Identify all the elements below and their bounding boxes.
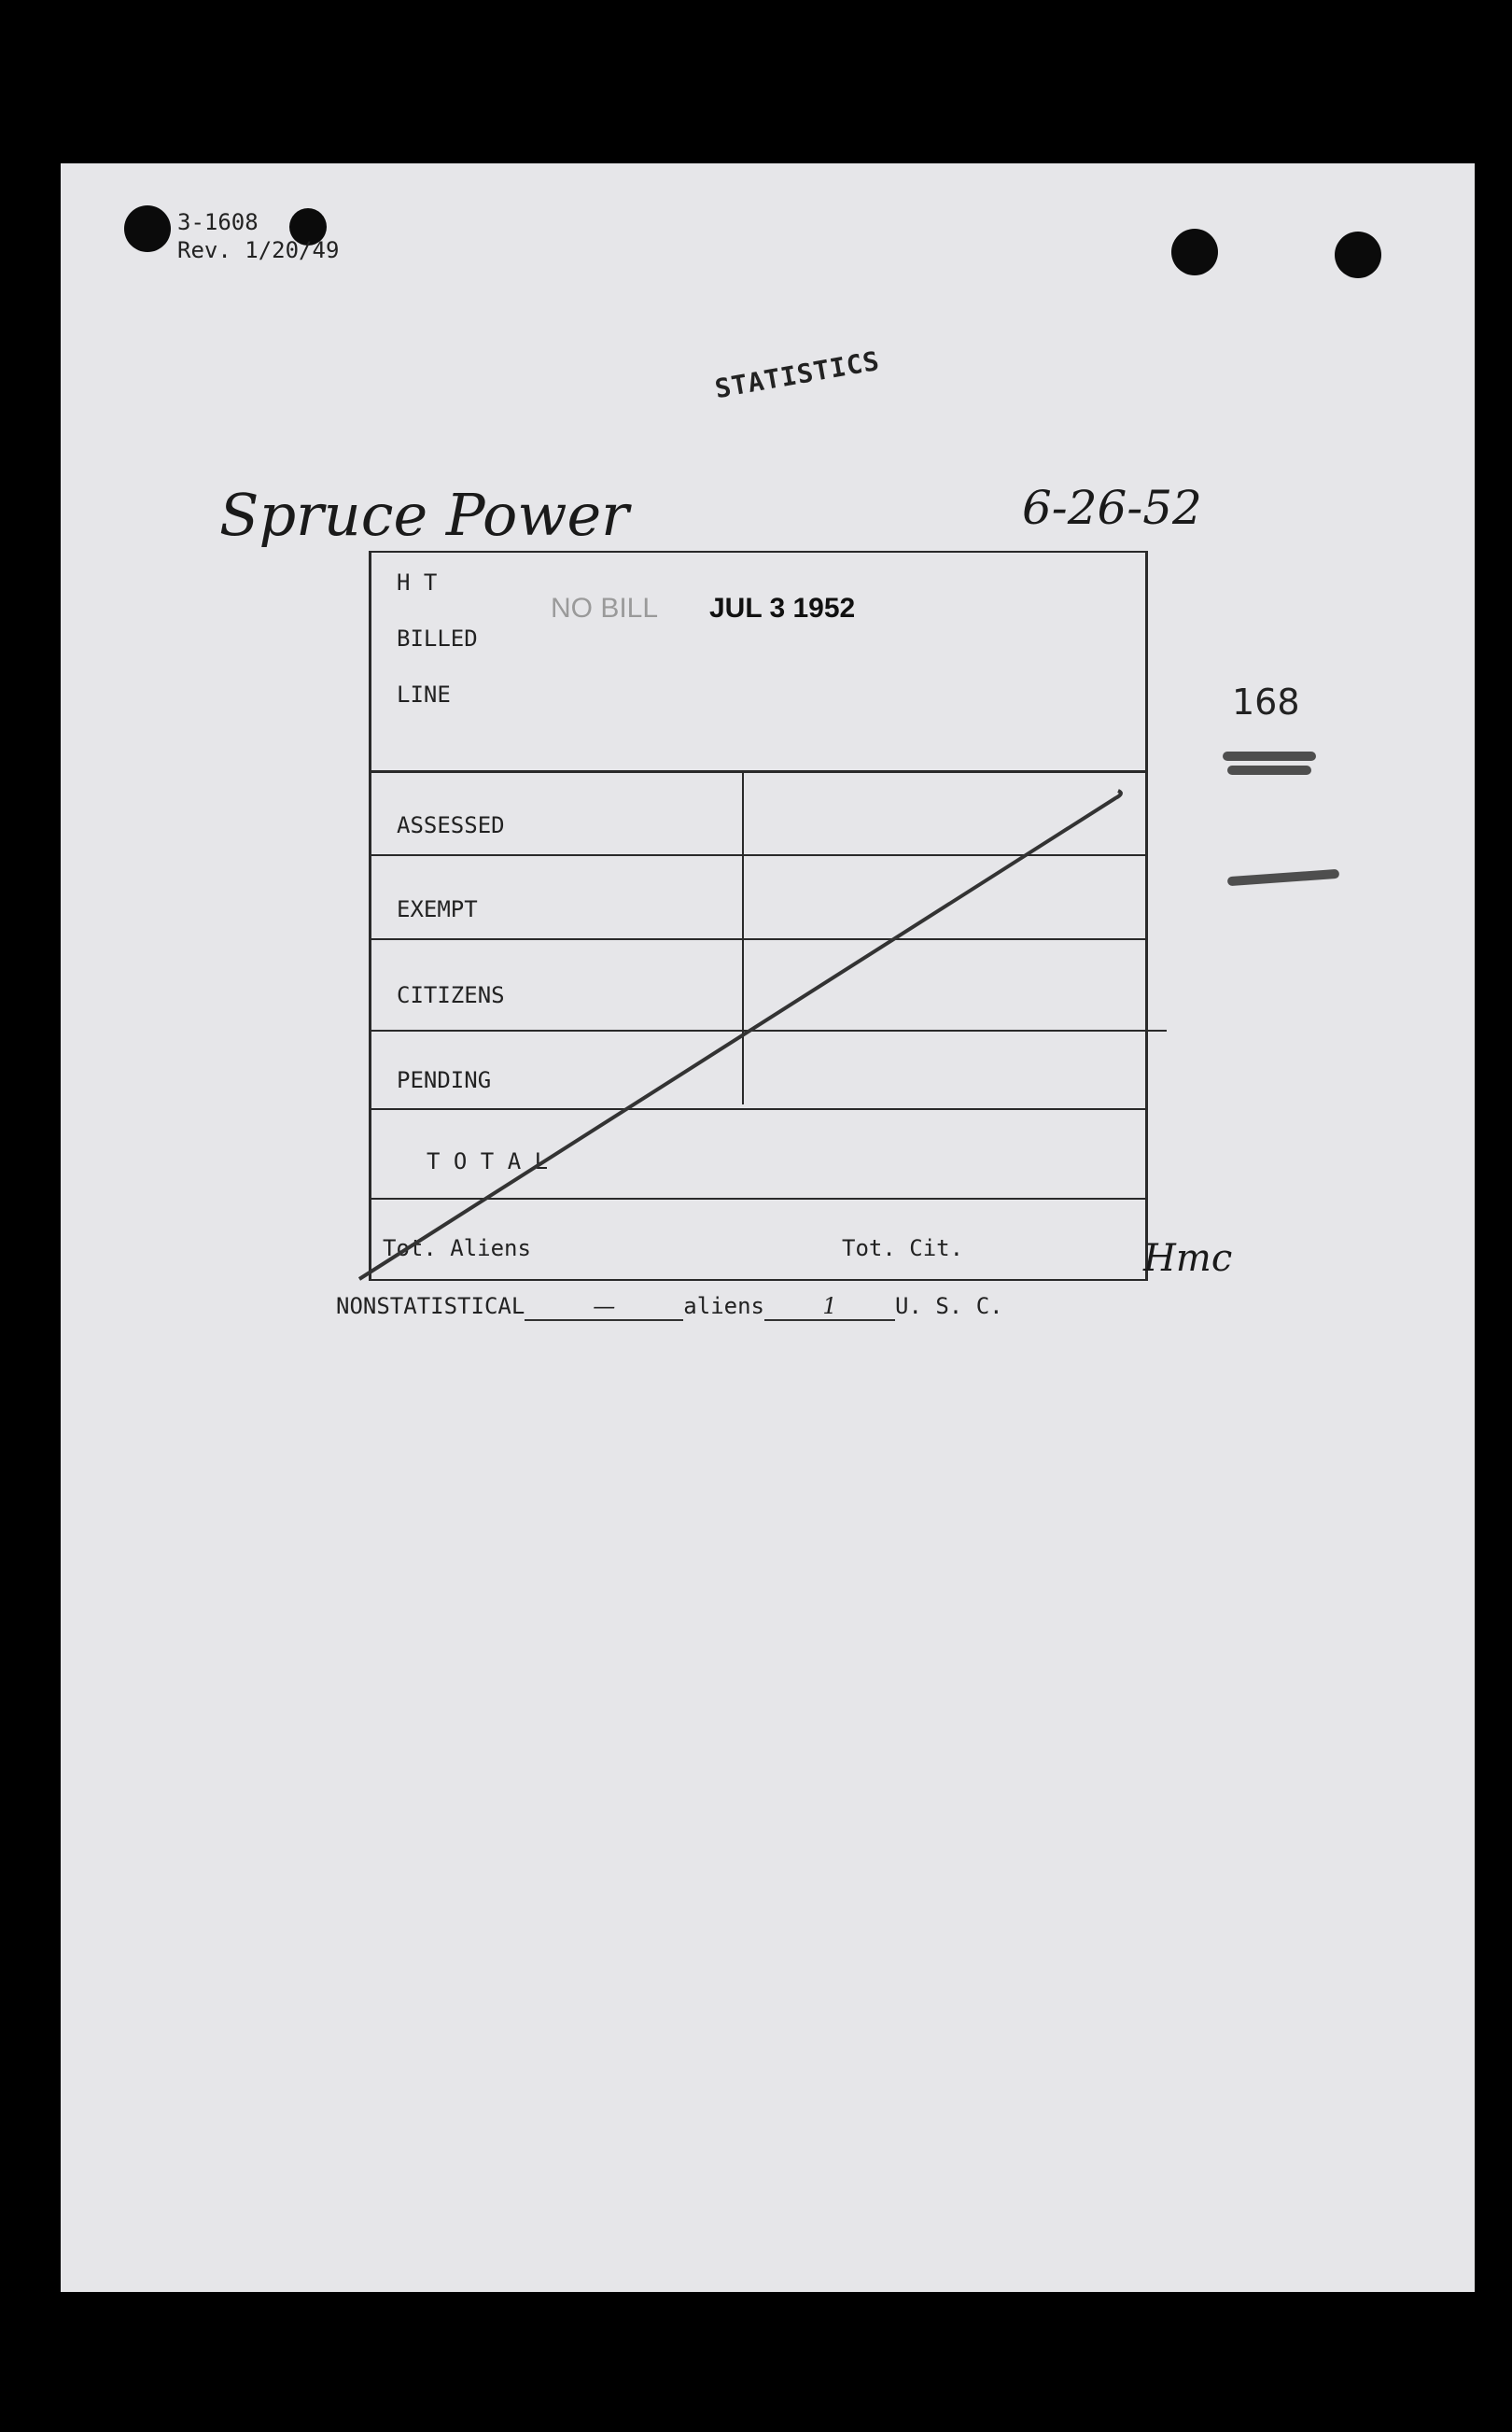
document-page — [61, 163, 1475, 2292]
nonstatistical-usc-value: 1 — [764, 1293, 895, 1321]
label-line: LINE — [397, 682, 451, 708]
nonstatistical-aliens-value: — — [525, 1293, 683, 1321]
label-total: T O T A L — [427, 1148, 549, 1174]
handwritten-date: 6-26-52 — [1022, 481, 1202, 535]
nonstatistical-usc-label: U. S. C. — [895, 1293, 1003, 1319]
nonstatistical-line — [336, 1293, 1003, 1321]
nonstatistical-label: NONSTATISTICAL — [336, 1293, 525, 1319]
label-exempt: EXEMPT — [397, 896, 478, 922]
label-ht: H T — [397, 569, 438, 596]
side-count: 168 — [1232, 682, 1300, 723]
form-revision: Rev. 1/20/49 — [177, 237, 340, 263]
label-citizens: CITIZENS — [397, 982, 505, 1008]
no-bill-stamp: NO BILL — [551, 593, 659, 624]
statistics-stamp: STATISTICS — [712, 344, 883, 405]
label-total-citizens: Tot. Cit. — [842, 1235, 964, 1261]
label-assessed: ASSESSED — [397, 812, 505, 838]
label-pending: PENDING — [397, 1067, 492, 1093]
nonstatistical-aliens-label: aliens — [683, 1293, 764, 1319]
form-number: 3-1608 — [177, 209, 259, 235]
handwritten-initials: Hmc — [1143, 1237, 1233, 1280]
company-name: Spruce Power — [219, 481, 629, 549]
label-billed: BILLED — [397, 626, 478, 652]
diagonal-strike-line — [61, 163, 1475, 1377]
label-total-aliens: Tot. Aliens — [383, 1235, 531, 1261]
bill-date-stamp: JUL 3 1952 — [709, 593, 856, 624]
